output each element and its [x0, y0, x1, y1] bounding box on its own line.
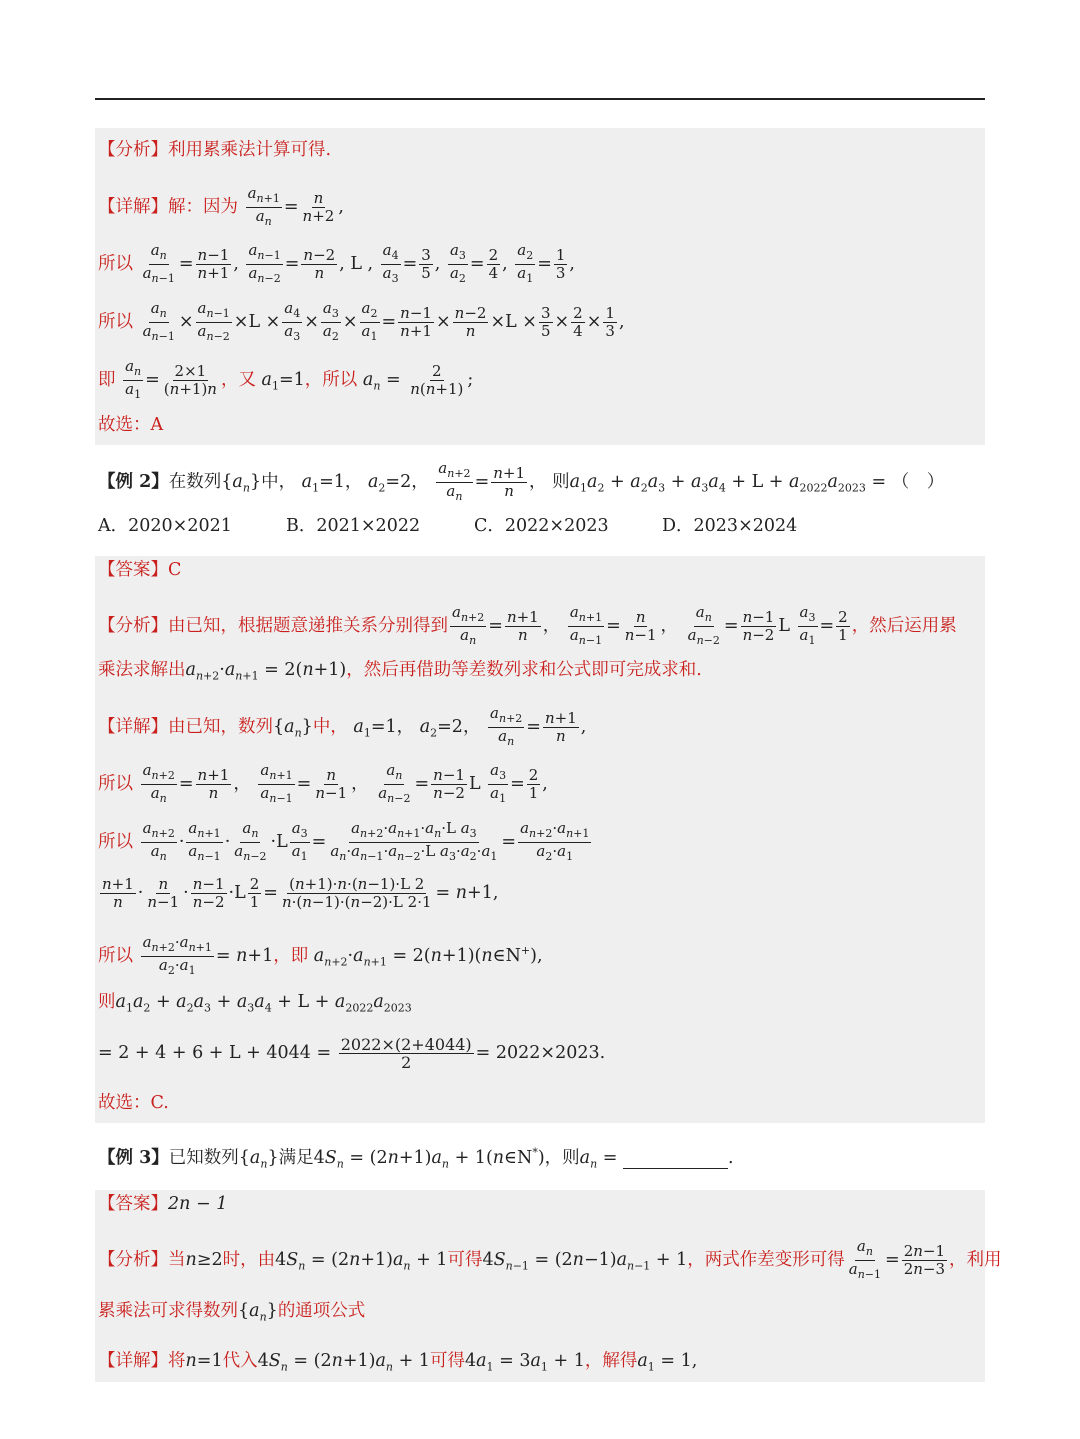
ex3-stem-pre: 已知数列: [168, 1147, 239, 1168]
ex2-answer: [98, 555, 181, 585]
formula-fraction: $\frac{2}{4}$: [488, 246, 499, 282]
sum-result: = 2022×2023.: [475, 1043, 606, 1063]
ex3-stem: 【例 3】已知数列$\{a_n\}$满足$4S_n = (2n+1)a_n$ + 1(n∈N*)，则$a_n$ = .: [98, 1146, 734, 1171]
ex3-analysis-3: 可得: [447, 1250, 483, 1270]
ex2-tag: 【例 2】: [98, 472, 169, 492]
ex3-detail-3: 可得: [429, 1351, 465, 1371]
ex2-line-ratios: 所以 $\frac{a_{n+2}}{a_n}$ = $\frac{n+1}{n}$ ， $\frac{a_{n+1}}{a_{n-1}}$ = $\frac{n}{n-1}$ ， $\frac{a_n}{a_{n-2}}$ = $\frac{n-1}{n-2}$ L $\frac{a_3}{a_1}$ = $\frac{2}{1}$ ,: [98, 761, 548, 805]
formula-fraction: $\frac{a_{n+1}}{a_n}$: [247, 184, 280, 228]
ex3-answer: [98, 1189, 227, 1219]
block1-line4: 所以 $\frac{a_n}{a_{n-1}}$ × $\frac{a_{n-1}}{a_{n-2}}$ ×L × $\frac{a_4}{a_3}$ × $\frac{a_3}{a_2}$ × $\frac{a_2}{a_1}$ = $\frac{n-1}{n+1}$ × $\frac{n-2}{n}$ ×L × $\frac{3}{5}$ × $\frac{2}{4}$ × $\frac{1}{3}$ ,: [98, 299, 625, 343]
ex3-detail: 【详解】将n=1代入$4S_n = (2n+1)a_n + 1$可得$4a_1 = 3a_1 + 1$，解得$a_1 = 1$,: [98, 1351, 698, 1374]
formula-fraction: $\frac{n}{n+2}$: [302, 189, 335, 225]
ex2-line-product: 所以 $\frac{a_{n+2}}{a_n}$ · $\frac{a_{n+1}}{a_{n-1}}$ · $\frac{a_n}{a_{n-2}}$ ·L $\frac{a_3}{a_1}$ = $\frac{a_{n+2}\cdot a_{n+1}\cdot a_n\cdot L a_3}{a_n\cdot a_{n-1}\cdot a_{n-2}\cdot L a_3\cdot a_2\cdot a_1}$ = $\frac{a_{n+2}\cdot a_{n+1}}{a_2\cdot a_1}$: [98, 819, 590, 863]
ex2-analysis-cont: 乘法求解出$a_{n+2}\cdot a_{n+1} = 2(n+1)$，然后再借助等差数列求和公式即可完成求和.: [98, 660, 702, 683]
ex2-detail-1: 由已知，数列: [168, 717, 273, 737]
detail-tag: 【详解】: [98, 197, 168, 217]
ex2-line-sum: = 2 + 4 + 6 + L + 4044 = $\frac{2022\times(2+4044)}{2}$ = 2022×2023.: [98, 1035, 606, 1072]
suoyi2-label: ，所以: [304, 370, 358, 390]
ex3-detail-4: ，解得: [584, 1351, 638, 1371]
ex3-tag: 【例 3】: [98, 1147, 169, 1168]
answer-value: C: [168, 560, 182, 580]
ex3-analysis-6: 累乘法可求得数列: [98, 1301, 238, 1321]
ex2-detail-2: 中，: [312, 717, 348, 737]
ex2-choose: 故选：C.: [98, 1093, 169, 1113]
suoyi-label: 所以: [98, 946, 133, 966]
ex3-analysis-7: 的通项公式: [277, 1301, 366, 1321]
ji-label: 即: [98, 370, 116, 390]
block1-choose: 故选：A: [98, 415, 164, 435]
ex2-analysis-3: 乘法求解出: [98, 660, 186, 680]
detail-text: 解：因为: [168, 197, 238, 217]
ex3-analysis-2: 时，由: [222, 1250, 276, 1270]
ex2-stem-mid: 中，: [261, 472, 297, 492]
header-rule: [95, 98, 985, 100]
suoyi-label: 所以: [98, 832, 133, 852]
formula-fraction: $\frac{1}{3}$: [555, 246, 566, 282]
analysis-tag: 【分析】: [98, 140, 168, 160]
answer-tag: 【答案】: [98, 560, 168, 580]
ex3-analysis-5: ，利用: [949, 1250, 1002, 1270]
ex2-detail: 【详解】由已知，数列$\{a_n\}$中， $a_1=1$， $a_2=2$， $\frac{a_{n+2}}{a_n}$ = $\frac{n+1}{n}$ ,: [98, 704, 587, 748]
ex2-line-n: $\frac{n+1}{n}$ · $\frac{n}{n-1}$ · $\frac{n-1}{n-2}$ ·L $\frac{2}{1}$ = $\frac{(n+1)\cdot n\cdot(n-1)\cdot L 2}{n\cdot(n-1)\cdot(n-2)\cdot L 2\cdot 1}$ = n+1,: [102, 875, 499, 911]
formula-fraction: $\frac{n-2}{n}$: [303, 246, 336, 282]
ex3-answer-value: 2n − 1: [168, 1194, 228, 1214]
ex2-line-then: 则$a_1a_2 + a_2a_3 + a_3a_4 + L + a_{2022}a_{2023}$: [98, 992, 412, 1015]
sum-line: = 2 + 4 + 6 + L + 4044 =: [98, 1043, 332, 1063]
ex3-analysis-cont: 累乘法可求得数列$\{a_n\}$的通项公式: [98, 1301, 366, 1324]
formula-fraction: $\frac{a_n}{a_{n-1}}$: [142, 241, 175, 285]
block1-detail: 【详解】解：因为 $\frac{a_{n+1}}{a_n}$ = $\frac{n}{n+2}$ ,: [98, 184, 344, 228]
ex3-analysis-4: ，两式作差变形可得: [687, 1250, 845, 1270]
ex2-analysis: 【分析】由已知，根据题意递推关系分别得到 $\frac{a_{n+2}}{a_n}$ = $\frac{n+1}{n}$ ， $\frac{a_{n+1}}{a_{n-1}}$ = $\frac{n}{n-1}$ ， $\frac{a_n}{a_{n-2}}$ = $\frac{n-1}{n-2}$ L $\frac{a_3}{a_1}$ = $\frac{2}{1}$ ，然后运用累: [98, 603, 957, 647]
ex2-analysis-2: ，然后运用累: [851, 616, 957, 636]
ex2-line-so: 所以 $\frac{a_{n+2}\cdot a_{n+1}}{a_2\cdot a_1}$ = n+1，即 $a_{n+2}\cdot a_{n+1}$ = 2(n+1)(n∈N+),: [98, 933, 543, 977]
option-d[interactable]: D．2023×2024: [662, 516, 798, 536]
ex2-analysis-4: ，然后再借助等差数列求和公式即可完成求和.: [346, 660, 702, 680]
ji-label: ，即: [273, 946, 309, 966]
ex2-stem-then: 则: [552, 472, 570, 492]
suoyi-label: 所以: [98, 774, 133, 794]
option-c[interactable]: C．2022×2023: [474, 516, 609, 536]
analysis-tag: 【分析】: [98, 1250, 168, 1270]
formula-fraction: $\frac{a_2}{a_1}$: [517, 241, 534, 285]
ex3-detail-2: 代入: [222, 1351, 258, 1371]
then-label: 则: [98, 992, 116, 1012]
formula-fraction: $\frac{a_{n-1}}{a_{n-2}}$: [248, 241, 281, 285]
detail-tag: 【详解】: [98, 1351, 168, 1371]
option-b[interactable]: B．2021×2022: [286, 516, 421, 536]
ex3-stem-mid: 满足: [278, 1147, 314, 1168]
suoyi-label: 所以: [98, 312, 133, 332]
answer-blank[interactable]: [623, 1148, 728, 1169]
detail-tag: 【详解】: [98, 717, 168, 737]
formula-fraction: $\frac{a_3}{a_2}$: [449, 241, 466, 285]
ex3-detail-1: 将: [168, 1351, 186, 1371]
answer-tag: 【答案】: [98, 1194, 168, 1214]
block1-line5: 即 $\frac{a_n}{a_1}$ = $\frac{2\times 1}{(n+1)n}$ ，又 $a_1=1$，所以 $a_n$ = $\frac{2}{n(n+1)}$ ;: [98, 357, 474, 401]
ex2-stem: 【例 2】在数列$\{a_n\}$中， $a_1=1$， $a_2=2$， $\frac{a_{n+2}}{a_n}$ = $\frac{n+1}{n}$ ， 则$a_1a_2 + a_2a_3 + a_3a_4 + L + a_{2022}a_{2023}$ = （ ）: [98, 459, 945, 503]
analysis-tag: 【分析】: [98, 616, 168, 636]
block1-line3: 所以 $\frac{a_n}{a_{n-1}}$ = $\frac{n-1}{n+1}$ , $\frac{a_{n-1}}{a_{n-2}}$ = $\frac{n-2}{n}$ , L , $\frac{a_4}{a_3}$ = $\frac{3}{5}$ , $\frac{a_3}{a_2}$ = $\frac{2}{4}$ , $\frac{a_2}{a_1}$ = $\frac{1}{3}$ ,: [98, 241, 575, 285]
ex2-stem-pre: 在数列: [168, 472, 222, 492]
formula-fraction: $\frac{a_4}{a_3}$: [382, 241, 399, 285]
ex3-stem-then: ，则: [544, 1147, 580, 1168]
ex3-analysis: 【分析】当n≥2时，由$4S_n = (2n+1)a_n + 1$可得$4S_{n-1} = (2n-1)a_{n-1} + 1$，两式作差变形可得 $\frac{a_n}{a_{n-1}}$ = $\frac{2n-1}{2n-3}$ ，利用: [98, 1237, 1002, 1281]
formula-fraction: $\frac{3}{5}$: [421, 246, 431, 282]
block1-analysis: [98, 135, 331, 165]
ex2-analysis-1: 由已知，根据题意递推关系分别得到: [168, 616, 448, 636]
analysis-text: 利用累乘法计算可得.: [168, 140, 332, 160]
you-label: ，又: [220, 370, 256, 390]
suoyi-label: 所以: [98, 254, 133, 274]
formula-fraction: $\frac{n-1}{n+1}$: [197, 246, 230, 282]
option-a[interactable]: A．2020×2021: [98, 516, 232, 536]
ex3-analysis-1: 当: [168, 1250, 186, 1270]
